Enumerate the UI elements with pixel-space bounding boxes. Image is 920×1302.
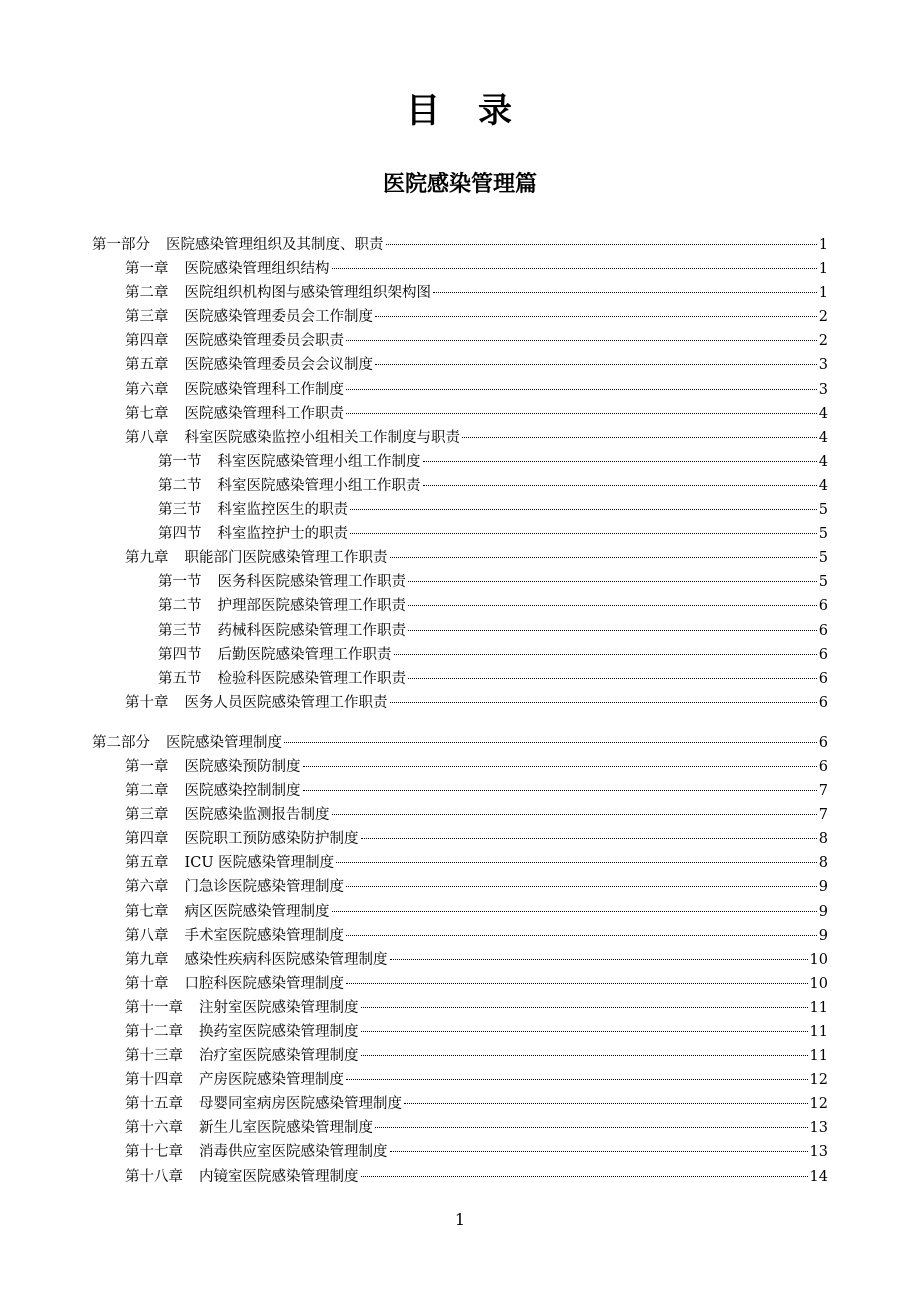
toc-entry-page: 13 (809, 1144, 828, 1161)
toc-entry-page: 5 (818, 574, 828, 591)
toc-entry[interactable] (92, 924, 828, 948)
dot-leader (346, 983, 808, 984)
dot-leader (350, 509, 817, 510)
toc-entry[interactable] (92, 731, 828, 755)
dot-leader (346, 886, 817, 887)
table-of-contents (92, 233, 828, 1189)
toc-entry[interactable] (92, 996, 828, 1020)
toc-entry-title: 口腔科医院感染管理制度 (184, 975, 344, 992)
toc-entry-number: 第三章 (125, 309, 169, 326)
dot-leader (408, 605, 817, 606)
toc-entry[interactable] (92, 522, 828, 546)
toc-entry-number: 第四章 (125, 333, 169, 350)
dot-leader (390, 702, 817, 703)
toc-entry-page: 8 (818, 855, 828, 872)
toc-entry[interactable] (92, 691, 828, 715)
toc-entry-page: 6 (818, 646, 828, 663)
toc-entry[interactable] (92, 755, 828, 779)
toc-entry[interactable] (92, 619, 828, 643)
toc-entry-title: 医院感染管理委员会会议制度 (184, 357, 373, 374)
dot-leader (423, 461, 817, 462)
dot-leader (284, 742, 817, 743)
toc-entry-page: 11 (809, 999, 828, 1016)
dot-leader (390, 959, 808, 960)
toc-entry-number: 第十五章 (125, 1096, 183, 1113)
dot-leader (303, 790, 817, 791)
toc-entry[interactable] (92, 1020, 828, 1044)
toc-entry-title: 产房医院感染管理制度 (199, 1072, 344, 1089)
toc-entry-number: 第十四章 (125, 1072, 183, 1089)
toc-entry-number: 第九章 (125, 550, 169, 567)
toc-entry-number: 第六章 (125, 381, 169, 398)
dot-leader (332, 268, 817, 269)
dot-leader (404, 1103, 808, 1104)
toc-entry[interactable] (92, 450, 828, 474)
toc-entry-page: 13 (809, 1120, 828, 1137)
dot-leader (361, 1176, 808, 1177)
toc-entry[interactable] (92, 1092, 828, 1116)
toc-entry[interactable] (92, 570, 828, 594)
toc-entry[interactable] (92, 498, 828, 522)
dot-leader (375, 1127, 808, 1128)
toc-entry-title: 医院感染管理委员会工作制度 (184, 309, 373, 326)
toc-entry[interactable] (92, 1165, 828, 1189)
toc-entry-page: 1 (818, 237, 828, 253)
toc-entry-number: 第九章 (125, 951, 169, 968)
toc-entry-title: 手术室医院感染管理制度 (184, 927, 344, 944)
toc-entry-page: 5 (818, 502, 828, 519)
toc-entry-number: 第四节 (158, 526, 202, 543)
toc-entry-page: 6 (818, 694, 828, 711)
toc-entry-page: 10 (809, 975, 828, 992)
dot-leader (433, 292, 817, 293)
toc-entry-number: 第一节 (158, 574, 202, 591)
toc-entry-title: 科室医院感染监控小组相关工作制度与职责 (184, 429, 460, 446)
toc-entry-number: 第一部分 (92, 237, 150, 253)
toc-entry[interactable] (92, 233, 828, 257)
toc-entry-number: 第三节 (158, 622, 202, 639)
toc-entry-number: 第三章 (125, 807, 169, 824)
toc-entry-title: 医院感染管理组织结构 (184, 261, 330, 278)
toc-entry-title: 后勤医院感染管理工作职责 (217, 646, 392, 663)
toc-entry-title: 内镜室医院感染管理制度 (199, 1168, 359, 1185)
page-subtitle: 医院感染管理篇 (382, 171, 537, 197)
toc-entry-title: 换药室医院感染管理制度 (199, 1024, 359, 1040)
toc-entry-number: 第四节 (158, 646, 202, 663)
toc-entry-page: 4 (818, 405, 828, 422)
toc-entry[interactable] (92, 426, 828, 450)
toc-entry-number: 第五节 (158, 670, 202, 687)
dot-leader (350, 533, 817, 534)
toc-entry-title: 治疗室医院感染管理制度 (199, 1048, 359, 1065)
toc-entry-title: 医院职工预防感染防护制度 (184, 831, 359, 848)
toc-entry[interactable] (92, 1068, 828, 1092)
toc-entry-page: 4 (818, 477, 828, 494)
toc-entry[interactable] (92, 353, 828, 377)
toc-entry[interactable] (92, 803, 828, 827)
toc-entry-number: 第三节 (158, 502, 202, 519)
dot-leader (462, 437, 817, 438)
dot-leader (336, 862, 817, 863)
toc-entry-title: 医院感染管理委员会职责 (184, 333, 344, 350)
toc-entry-page: 6 (818, 734, 828, 751)
toc-entry-title: 注射室医院感染管理制度 (199, 999, 359, 1016)
toc-entry-title: 护理部医院感染管理工作职责 (217, 598, 406, 615)
dot-leader (303, 766, 817, 767)
toc-entry-page: 11 (809, 1024, 828, 1040)
dot-leader (361, 1031, 808, 1032)
toc-entry-page: 2 (818, 309, 828, 326)
toc-entry-page: 6 (818, 670, 828, 687)
toc-entry-title: 药械科医院感染管理工作职责 (217, 622, 406, 639)
toc-entry-number: 第二节 (158, 477, 202, 494)
toc-entry-title: 医院感染管理制度 (166, 734, 282, 751)
toc-entry-number: 第六章 (125, 879, 169, 896)
toc-entry-title: 感染性疾病科医院感染管理制度 (184, 951, 388, 968)
toc-entry[interactable] (92, 594, 828, 618)
toc-entry-page: 7 (818, 783, 828, 800)
toc-entry[interactable] (92, 972, 828, 996)
toc-entry-title: 科室医院感染管理小组工作职责 (217, 477, 421, 494)
toc-entry-title: 职能部门医院感染管理工作职责 (184, 550, 388, 567)
toc-entry[interactable] (92, 402, 828, 426)
toc-entry-title: 科室监控护士的职责 (217, 526, 348, 543)
toc-entry-title: 医务科医院感染管理工作职责 (217, 574, 406, 591)
toc-entry[interactable] (92, 827, 828, 851)
dot-leader (361, 838, 817, 839)
toc-entry-title: 医院感染管理组织及其制度、职责 (166, 237, 384, 253)
toc-entry-page: 9 (818, 879, 828, 896)
dot-leader (408, 630, 817, 631)
dot-leader (408, 581, 817, 582)
toc-entry-number: 第十章 (125, 694, 169, 711)
toc-entry-title: 母婴同室病房医院感染管理制度 (199, 1096, 402, 1113)
toc-entry-page: 12 (809, 1072, 828, 1089)
toc-entry-title: 门急诊医院感染管理制度 (184, 879, 344, 896)
toc-entry-number: 第八章 (125, 927, 169, 944)
toc-entry-page: 3 (818, 357, 828, 374)
toc-entry-number: 第五章 (125, 855, 169, 872)
dot-leader (361, 1007, 808, 1008)
toc-entry-title: 医务人员医院感染管理工作职责 (184, 694, 388, 711)
toc-entry-number: 第四章 (125, 831, 169, 848)
toc-entry-page: 1 (818, 261, 828, 278)
toc-entry[interactable] (92, 546, 828, 570)
toc-entry[interactable] (92, 948, 828, 972)
dot-leader (375, 364, 817, 365)
toc-entry-page: 14 (809, 1168, 828, 1185)
page-title: 目 录 (406, 91, 514, 131)
dot-leader (361, 1055, 808, 1056)
toc-entry-title: 医院感染监测报告制度 (184, 807, 330, 824)
toc-entry[interactable] (92, 667, 828, 691)
toc-entry-title: 消毒供应室医院感染管理制度 (199, 1144, 388, 1161)
toc-entry-number: 第二部分 (92, 734, 150, 751)
dot-leader (346, 413, 817, 414)
toc-entry[interactable] (92, 779, 828, 803)
toc-entry-title: 科室医院感染管理小组工作制度 (217, 453, 421, 470)
toc-entry-title: 医院感染管理科工作制度 (184, 381, 344, 398)
toc-entry-title: 检验科医院感染管理工作职责 (217, 670, 406, 687)
toc-entry-page: 6 (818, 598, 828, 615)
toc-entry-number: 第七章 (125, 405, 169, 422)
page-number: 1 (454, 1210, 466, 1229)
toc-entry[interactable] (92, 281, 828, 305)
dot-leader (390, 1151, 808, 1152)
toc-entry-number: 第二节 (158, 598, 202, 615)
toc-entry-number: 第七章 (125, 903, 169, 920)
toc-entry-number: 第十六章 (125, 1120, 183, 1137)
dot-leader (375, 316, 817, 317)
toc-entry-number: 第一章 (125, 261, 169, 278)
toc-entry-page: 12 (809, 1096, 828, 1113)
toc-entry-page: 4 (818, 453, 828, 470)
toc-entry[interactable] (92, 643, 828, 667)
toc-entry-number: 第十二章 (125, 1024, 183, 1040)
toc-entry[interactable] (92, 329, 828, 353)
toc-entry[interactable] (92, 305, 828, 329)
toc-entry[interactable] (92, 378, 828, 402)
toc-entry-number: 第一章 (125, 758, 169, 775)
dot-leader (386, 244, 817, 245)
toc-entry[interactable] (92, 1116, 828, 1140)
toc-entry-page: 11 (809, 1048, 828, 1065)
dot-leader (346, 389, 817, 390)
toc-entry-title: 医院感染控制制度 (184, 783, 301, 800)
toc-entry[interactable] (92, 1140, 828, 1164)
dot-leader (346, 1079, 808, 1080)
dot-leader (332, 814, 817, 815)
dot-leader (394, 654, 817, 655)
toc-entry-page: 8 (818, 831, 828, 848)
toc-entry-title: ICU 医院感染管理制度 (184, 855, 335, 872)
toc-entry-number: 第二章 (125, 783, 169, 800)
dot-leader (408, 678, 817, 679)
toc-entry-title: 医院组织机构图与感染管理组织架构图 (184, 285, 431, 302)
toc-entry-page: 4 (818, 429, 828, 446)
toc-entry-page: 6 (818, 622, 828, 639)
toc-entry-title: 医院感染管理科工作职责 (184, 405, 344, 422)
toc-entry-page: 10 (809, 951, 828, 968)
toc-entry-number: 第八章 (125, 429, 169, 446)
toc-entry-number: 第十八章 (125, 1168, 183, 1185)
toc-entry-title: 医院感染预防制度 (184, 758, 301, 775)
dot-leader (423, 485, 817, 486)
toc-entry[interactable] (92, 257, 828, 281)
toc-entry-page: 9 (818, 927, 828, 944)
toc-entry-number: 第十章 (125, 975, 169, 992)
toc-entry-number: 第二章 (125, 285, 169, 302)
toc-entry-page: 5 (818, 550, 828, 567)
toc-entry-title: 新生儿室医院感染管理制度 (199, 1120, 373, 1137)
toc-entry-page: 9 (818, 903, 828, 920)
toc-entry[interactable] (92, 1044, 828, 1068)
dot-leader (390, 557, 817, 558)
toc-entry[interactable] (92, 900, 828, 924)
toc-entry[interactable] (92, 474, 828, 498)
toc-entry-title: 科室监控医生的职责 (217, 502, 348, 519)
dot-leader (346, 935, 817, 936)
toc-entry-page: 2 (818, 333, 828, 350)
toc-entry-title: 病区医院感染管理制度 (184, 903, 330, 920)
toc-entry-page: 5 (818, 526, 828, 543)
dot-leader (332, 911, 817, 912)
toc-entry-number: 第十一章 (125, 999, 183, 1016)
toc-entry-number: 第五章 (125, 357, 169, 374)
toc-entry-number: 第十三章 (125, 1048, 183, 1065)
toc-entry-page: 1 (818, 285, 828, 302)
toc-entry-page: 6 (818, 758, 828, 775)
toc-entry-number: 第一节 (158, 453, 202, 470)
toc-entry-page: 3 (818, 381, 828, 398)
toc-entry[interactable] (92, 851, 828, 875)
dot-leader (346, 340, 817, 341)
toc-entry[interactable] (92, 875, 828, 899)
toc-entry-page: 7 (818, 807, 828, 824)
toc-entry-number: 第十七章 (125, 1144, 183, 1161)
